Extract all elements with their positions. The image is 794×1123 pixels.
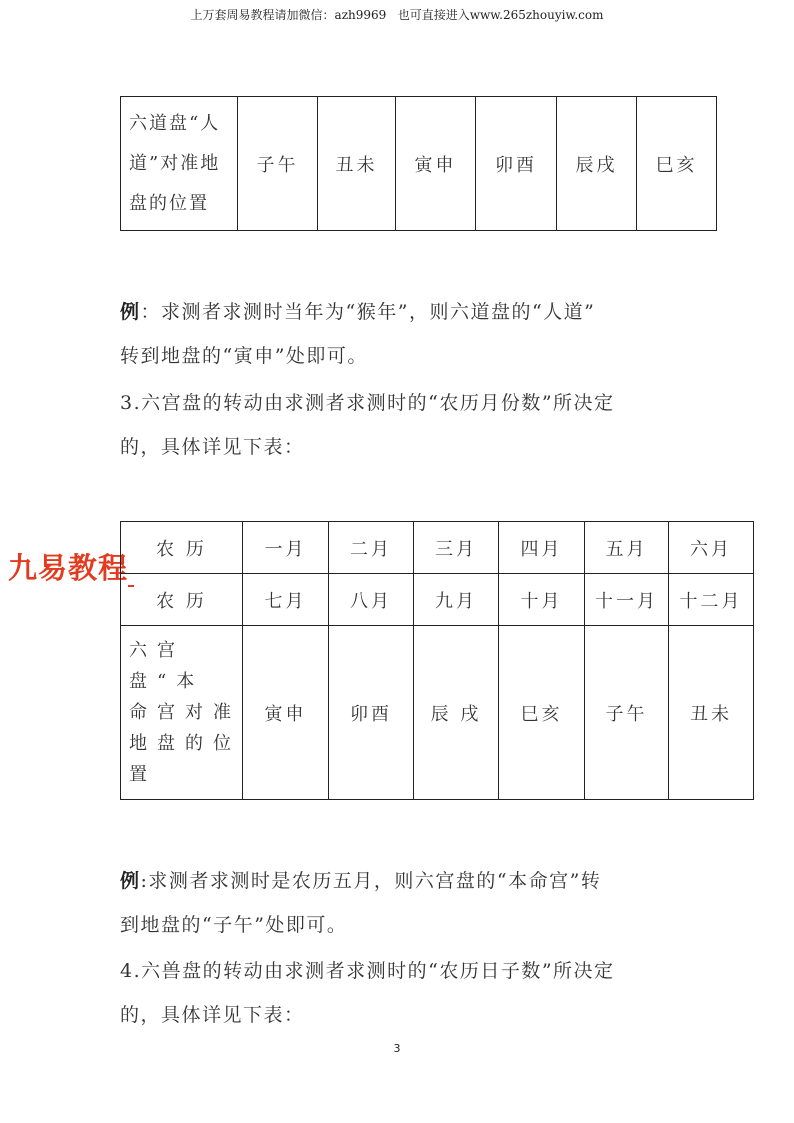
table-cell: 八月 — [329, 574, 414, 626]
page-header: 上万套周易教程请加微信：azh9969 也可直接进入www.265zhouyiw.com — [190, 8, 604, 22]
table-cell: 十月 — [499, 574, 585, 626]
table-cell: 一月 — [243, 522, 329, 574]
table-cell: 六月 — [669, 522, 754, 574]
example-prefix: 例 — [120, 301, 141, 323]
table-cell: 辰戌 — [557, 97, 637, 231]
row-header: 农 历 — [121, 574, 243, 626]
example-paragraph-2 — [120, 859, 680, 947]
table-cell: 丑未 — [318, 97, 396, 231]
label-line: 盘的位置 — [129, 192, 209, 214]
table-cell: 子午 — [238, 97, 318, 231]
table-cell: 三月 — [414, 522, 499, 574]
label-line: 地盘的位 — [129, 733, 241, 754]
row-label — [121, 626, 243, 800]
table-cell: 七月 — [243, 574, 329, 626]
text-line: :求测者求测时是农历五月，则六宫盘的“本命宫”转 — [140, 870, 602, 892]
text-line: 到地盘的“子午”处即可。 — [120, 914, 348, 936]
example-paragraph-1 — [120, 290, 680, 378]
watermark-logo: 九易教程 — [8, 546, 134, 587]
text-line: 4.六兽盘的转动由求测者求测时的“农历日子数”所决定 — [120, 960, 615, 982]
table-cell: 九月 — [414, 574, 499, 626]
text-line: 的，具体详见下表： — [120, 1004, 305, 1026]
table-cell: 辰 戌 — [414, 626, 499, 800]
label-line: 道”对准地 — [129, 152, 221, 174]
table-cell: 丑未 — [669, 626, 754, 800]
example-prefix: 例 — [120, 870, 141, 892]
label-line: 命宫对准 — [129, 702, 241, 723]
table-row — [121, 522, 754, 574]
table-cell: 寅申 — [243, 626, 329, 800]
label-line: 六道盘“人 — [129, 112, 221, 134]
label-line: 六宫盘“本 — [129, 640, 205, 692]
liudao-table — [120, 96, 717, 231]
row-label — [121, 97, 238, 231]
liugong-table — [120, 521, 754, 800]
section-4-paragraph — [120, 949, 680, 1037]
table-cell: 子午 — [585, 626, 669, 800]
table-cell: 巳亥 — [637, 97, 717, 231]
table-cell: 二月 — [329, 522, 414, 574]
text-line: 3.六宫盘的转动由求测者求测时的“农历月份数”所决定 — [120, 392, 615, 414]
table-row — [121, 626, 754, 800]
table-row — [121, 574, 754, 626]
table-cell: 巳亥 — [499, 626, 585, 800]
page-number: 3 — [393, 1042, 401, 1055]
text-line: 转到地盘的“寅申”处即可。 — [120, 345, 368, 367]
table-row — [121, 97, 717, 231]
table-cell: 四月 — [499, 522, 585, 574]
table-cell: 寅申 — [396, 97, 476, 231]
table-cell: 十二月 — [669, 574, 754, 626]
text-line: ：求测者求测时当年为“猴年”，则六道盘的“人道” — [140, 301, 596, 323]
table-cell: 五月 — [585, 522, 669, 574]
section-3-paragraph — [120, 381, 680, 469]
text-line: 的，具体详见下表： — [120, 436, 305, 458]
row-header: 农 历 — [121, 522, 243, 574]
table-cell: 十一月 — [585, 574, 669, 626]
table-cell: 卯酉 — [329, 626, 414, 800]
label-line: 置 — [129, 764, 157, 785]
table-cell: 卯酉 — [476, 97, 557, 231]
